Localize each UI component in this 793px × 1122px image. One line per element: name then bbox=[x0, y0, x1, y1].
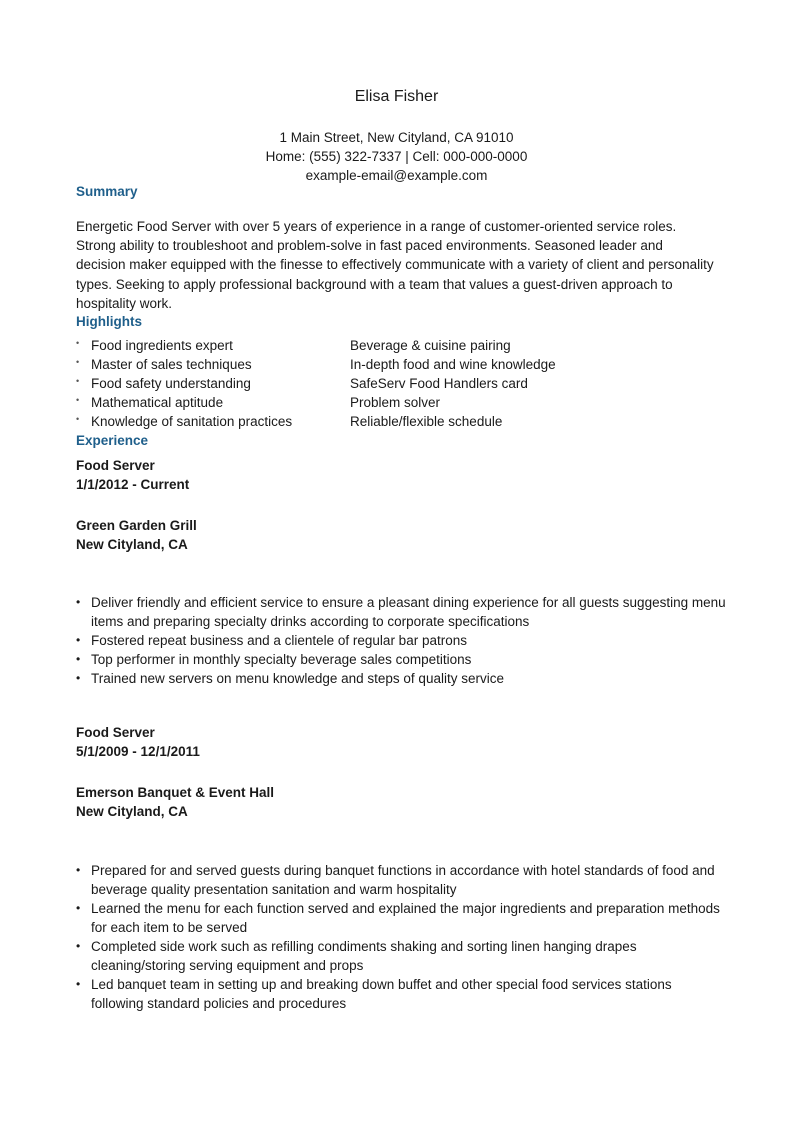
bullet-icon: • bbox=[76, 414, 80, 424]
job-role: Food Server bbox=[76, 725, 155, 740]
highlight-row bbox=[76, 338, 716, 357]
list-item bbox=[76, 975, 726, 1013]
bullet-text: Learned the menu for each function served and explained the major ingredients and preparation methods for each item to be served bbox=[91, 901, 720, 935]
bullet-text: Completed side work such as refilling condiments shaking and sorting linen hanging drapes cleaning/storing serving equipment and props bbox=[91, 939, 637, 973]
phone-line: Home: (555) 322-7337 | Cell: 000-000-0000 bbox=[265, 149, 528, 164]
list-item bbox=[76, 669, 726, 688]
address-line: 1 Main Street, New Cityland, CA 91010 bbox=[279, 130, 514, 145]
highlight-left: Knowledge of sanitation practices bbox=[91, 414, 293, 429]
job-dates: 1/1/2012 - Current bbox=[76, 477, 190, 492]
job-company: Green Garden Grill bbox=[76, 518, 197, 533]
highlight-right: Reliable/flexible schedule bbox=[350, 414, 503, 429]
bullet-icon: • bbox=[76, 395, 80, 405]
bullet-icon: • bbox=[76, 939, 81, 953]
list-item bbox=[76, 650, 726, 669]
list-item bbox=[76, 631, 726, 650]
highlight-left: Food safety understanding bbox=[91, 376, 251, 391]
highlight-left: Food ingredients expert bbox=[91, 338, 233, 353]
bullet-text: Led banquet team in setting up and breaking down buffet and other special food services stations following standard policies and procedures bbox=[91, 977, 672, 1011]
list-item bbox=[76, 861, 726, 899]
list-item bbox=[76, 593, 726, 631]
job-location: New Cityland, CA bbox=[76, 537, 188, 552]
bullet-icon: • bbox=[76, 633, 81, 647]
job-bullets bbox=[76, 593, 726, 688]
highlight-right: SafeServ Food Handlers card bbox=[350, 376, 528, 391]
bullet-icon: • bbox=[76, 671, 81, 685]
contact-block bbox=[0, 128, 793, 185]
highlight-row bbox=[76, 357, 716, 376]
bullet-text: Top performer in monthly specialty beverage sales competitions bbox=[91, 652, 472, 667]
bullet-icon: • bbox=[76, 338, 80, 348]
list-item bbox=[76, 899, 726, 937]
job-role: Food Server bbox=[76, 458, 155, 473]
highlight-left: Mathematical aptitude bbox=[91, 395, 224, 410]
candidate-name: Elisa Fisher bbox=[354, 88, 439, 105]
highlight-left: Master of sales techniques bbox=[91, 357, 252, 372]
bullet-icon: • bbox=[76, 977, 81, 991]
job-bullets bbox=[76, 861, 726, 1013]
bullet-text: Trained new servers on menu knowledge and steps of quality service bbox=[91, 671, 504, 686]
bullet-icon: • bbox=[76, 652, 81, 666]
bullet-text: Deliver friendly and efficient service to ensure a pleasant dining experience for all guests suggesting menu items and preparing specialty drinks according to corporate specifications bbox=[91, 595, 726, 629]
highlight-row bbox=[76, 414, 716, 433]
summary-heading: Summary bbox=[76, 184, 138, 199]
job-dates: 5/1/2009 - 12/1/2011 bbox=[76, 744, 200, 759]
highlight-right: Beverage & cuisine pairing bbox=[350, 338, 511, 353]
highlights-list bbox=[76, 338, 716, 433]
highlight-right: In-depth food and wine knowledge bbox=[350, 357, 556, 372]
summary-text: Energetic Food Server with over 5 years of experience in a range of customer-oriented service roles. Strong ability to troubleshoot and problem-solve in fast paced environments. Seasoned leader and decision maker equipped with the finesse to effectively communicate with a variety of client and personality types. Seeking to apply professional background with a team that values a guest-driven approach to hospitality work. bbox=[76, 219, 714, 311]
job-location: New Cityland, CA bbox=[76, 804, 188, 819]
bullet-icon: • bbox=[76, 376, 80, 386]
highlight-row bbox=[76, 376, 716, 395]
bullet-icon: • bbox=[76, 595, 81, 609]
bullet-text: Prepared for and served guests during banquet functions in accordance with hotel standards of food and beverage quality presentation sanitation and warm hospitality bbox=[91, 863, 715, 897]
bullet-icon: • bbox=[76, 357, 80, 367]
highlight-right: Problem solver bbox=[350, 395, 441, 410]
highlight-row bbox=[76, 395, 716, 414]
bullet-text: Fostered repeat business and a clientele of regular bar patrons bbox=[91, 633, 467, 648]
email-line: example-email@example.com bbox=[305, 168, 488, 183]
job-company: Emerson Banquet & Event Hall bbox=[76, 785, 275, 800]
bullet-icon: • bbox=[76, 863, 81, 877]
bullet-icon: • bbox=[76, 901, 81, 915]
experience-heading: Experience bbox=[76, 433, 149, 448]
highlights-heading: Highlights bbox=[76, 314, 142, 329]
list-item bbox=[76, 937, 726, 975]
